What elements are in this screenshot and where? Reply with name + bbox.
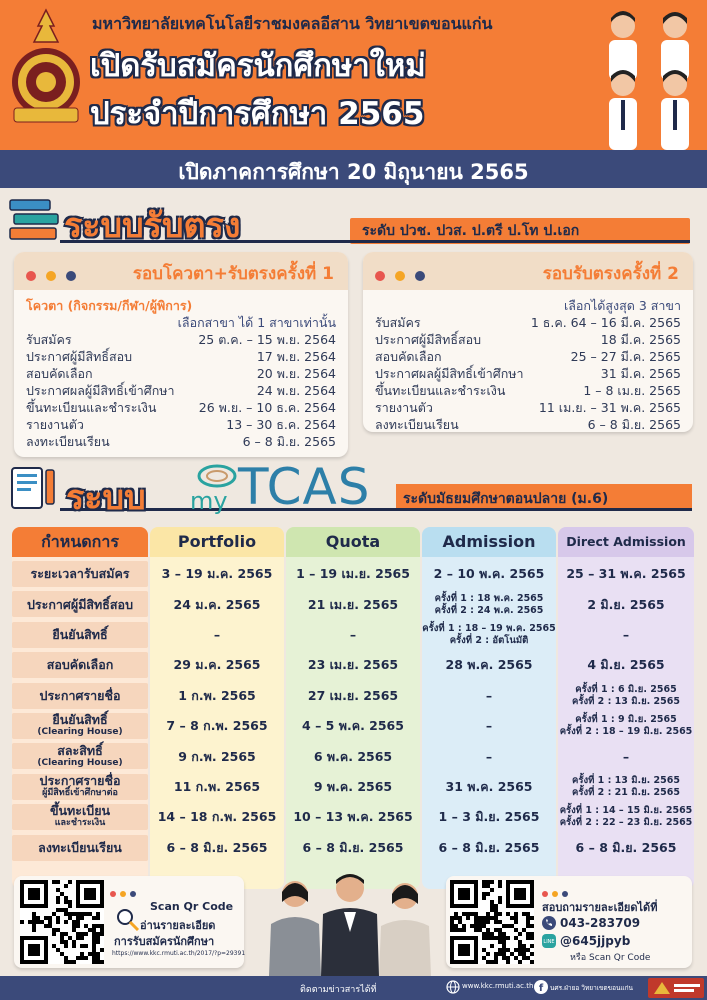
scan-info-box: [14, 876, 244, 968]
qr-code-icon[interactable]: [20, 880, 104, 964]
schedule-row-label: ขึ้นทะเบียนและชำระเงิน: [375, 383, 506, 398]
schedule-row-label: ประกาศผลผู้มีสิทธิ์เข้าศึกษา: [375, 366, 524, 381]
table-cell-text: 4 มิ.ย. 2565: [587, 657, 665, 673]
table-cell-text: ครั้งที่ 1 : 18 พ.ค. 2565: [434, 592, 544, 604]
table-cell-text: 29 ม.ค. 2565: [173, 657, 261, 673]
page-title-line1: เปิดรับสมัครนักศึกษาใหม่: [90, 48, 426, 84]
table-cell-text: –: [213, 626, 221, 642]
contact-title: สอบถามรายละเอียดได้ที่: [542, 901, 658, 914]
table-cell-text: ครั้งที่ 1 : 14 – 15 มิ.ย. 2565: [559, 805, 693, 817]
table-cell: [558, 681, 694, 711]
schedule-row: [26, 330, 336, 347]
dot-navy-icon: [562, 891, 568, 897]
schedule-row-value: 1 – 8 เม.ย. 2565: [583, 383, 681, 398]
table-cell-text: ครั้งที่ 2 : 21 มิ.ย. 2565: [571, 786, 680, 798]
mytcas-my-text: my: [190, 487, 228, 515]
table-cell-text: ครั้งที่ 2 : 18 – 19 มิ.ย. 2565: [559, 726, 693, 738]
schedule-row-value: 11 เม.ย. – 31 พ.ค. 2565: [538, 400, 681, 415]
round1-title: รอบโควตา+รับตรงครั้งที่ 1: [132, 264, 334, 284]
schedule-row-label: ลงทะเบียนเรียน: [26, 434, 110, 449]
table-cell-text: 1 ก.พ. 2565: [178, 687, 256, 703]
schedule-row: [26, 347, 336, 364]
table-cell: [558, 741, 694, 771]
table-cell-text: –: [485, 718, 493, 734]
table-cell: [558, 711, 694, 741]
svg-text:LINE: LINE: [543, 939, 555, 945]
table-row-label: [12, 711, 148, 741]
schedule-row: [375, 381, 681, 398]
table-header-admission: Admission: [422, 527, 556, 557]
table-cell-text: ครั้งที่ 1 : 6 มิ.ย. 2565: [575, 683, 677, 695]
table-cell-text: ครั้งที่ 2 : 24 พ.ค. 2565: [434, 604, 544, 616]
table-cell: [558, 833, 694, 863]
schedule-row: [26, 415, 336, 432]
table-header-quota: Quota: [286, 527, 420, 557]
schedule-row-value: 26 พ.ย. – 10 ธ.ค. 2564: [198, 400, 336, 415]
table-cell-text: –: [485, 748, 493, 764]
table-cell: [558, 650, 694, 680]
table-cell: [286, 650, 420, 680]
table-cell-text: 3 – 19 ม.ค. 2565: [161, 566, 273, 582]
round2-note: เลือกได้สูงสุด 3 สาขา: [563, 298, 681, 313]
qr-code-icon[interactable]: [450, 880, 534, 964]
round2-card-header: [363, 252, 693, 290]
table-cell-text: 9 พ.ค. 2565: [313, 778, 393, 794]
schedule-row-value: 1 ธ.ค. 64 – 16 มี.ค. 2565: [530, 315, 681, 330]
table-cell-text: –: [622, 748, 630, 764]
schedule-row: [375, 415, 681, 432]
tcas-level-text: ระดับมัธยมศึกษาตอนปลาย (ม.6): [403, 491, 609, 507]
table-cell: [286, 589, 420, 619]
row-label-main: สอบคัดเลือก: [46, 657, 114, 673]
table-cell-text: 6 – 8 มิ.ย. 2565: [166, 839, 268, 855]
table-cell: [150, 650, 284, 680]
university-logo-icon: [8, 8, 84, 130]
table-header-portfolio: Portfolio: [150, 527, 284, 557]
table-cell-text: ครั้งที่ 1 : 9 มิ.ย. 2565: [575, 714, 677, 726]
table-cell-text: 11 ก.พ. 2565: [173, 778, 261, 794]
dot-orange-icon: [395, 271, 405, 281]
schedule-row: [375, 313, 681, 330]
students-illustration-icon: [593, 4, 703, 150]
header-banner: [0, 0, 707, 150]
table-cell: [286, 681, 420, 711]
row-label-main: ยืนยันสิทธิ์: [52, 626, 108, 642]
table-cell: [422, 711, 556, 741]
schedule-row-label: ประกาศผลผู้มีสิทธิ์เข้าศึกษา: [26, 383, 175, 398]
row-label-sub: (Clearing House): [37, 757, 123, 768]
table-cell-text: 2 มิ.ย. 2565: [587, 596, 665, 612]
round1-card-header: [14, 252, 348, 290]
staff-illustration-icon: [255, 872, 445, 976]
globe-icon: [446, 980, 460, 994]
table-cell-text: 1 – 3 มิ.ย. 2565: [438, 809, 540, 825]
table-cell-text: 6 – 8 มิ.ย. 2565: [438, 839, 540, 855]
schedule-row-label: รายงานตัว: [375, 400, 433, 415]
table-cell: [558, 589, 694, 619]
contact-box: [446, 876, 692, 968]
table-header-schedule: กำหนดการ: [12, 527, 148, 557]
table-cell-text: ครั้งที่ 2 : 22 – 23 มิ.ย. 2565: [559, 817, 693, 829]
table-cell-text: ครั้งที่ 2 : 13 มิ.ย. 2565: [571, 695, 680, 707]
round2-title: รอบรับตรงครั้งที่ 2: [542, 264, 679, 284]
dot-red-icon: [375, 271, 385, 281]
magnifier-icon: [116, 908, 140, 932]
table-cell: [286, 741, 420, 771]
dot-red-icon: [110, 891, 116, 897]
follow-text: ติดตามข่าวสารได้ที่: [300, 985, 377, 995]
schedule-row-label: สอบคัดเลือก: [26, 366, 93, 381]
table-cell: [422, 681, 556, 711]
scan-title: Scan Qr Code: [150, 900, 234, 913]
table-row-label: [12, 741, 148, 771]
schedule-row: [375, 398, 681, 415]
mytcas-tcas-text: TCAS: [238, 458, 371, 516]
table-cell: [422, 650, 556, 680]
table-cell-text: 14 – 18 ก.พ. 2565: [157, 809, 277, 825]
row-label-main: ประกาศผู้มีสิทธิ์สอบ: [26, 596, 134, 612]
window-dots: [375, 266, 435, 285]
website-link[interactable]: www.kkc.rmuti.ac.th: [462, 982, 534, 990]
scan-line1: อ่านรายละเอียด: [140, 919, 216, 932]
schedule-row-value: 31 มี.ค. 2565: [600, 366, 681, 381]
table-header-direct-admission: Direct Admission: [558, 527, 694, 557]
row-label-main: ยืนยันสิทธิ์: [52, 712, 108, 728]
row-label-sub: (Clearing House): [37, 727, 123, 738]
table-cell: [422, 620, 556, 650]
table-cell-text: 6 – 8 มิ.ย. 2565: [575, 839, 677, 855]
table-cell: [286, 711, 420, 741]
facebook-link[interactable]: นศร.ฝ่ายอ วิทยาเขตขอนแก่น: [550, 984, 634, 992]
table-cell-text: –: [622, 626, 630, 642]
round1-card: [14, 252, 348, 457]
row-label-main: ระยะเวลารับสมัคร: [30, 566, 130, 582]
table-cell: [558, 559, 694, 589]
table-cell: [286, 833, 420, 863]
books-icon: [8, 198, 62, 242]
schedule-row-label: ขึ้นทะเบียนและชำระเงิน: [26, 400, 157, 415]
schedule-row-label: ประกาศผู้มีสิทธิ์สอบ: [26, 349, 133, 364]
schedule-row-value: 6 – 8 มิ.ย. 2565: [242, 434, 336, 449]
schedule-row-value: 17 พ.ย. 2564: [256, 349, 336, 364]
table-cell: [150, 772, 284, 802]
table-cell: [286, 802, 420, 832]
phone-number[interactable]: 043-283709: [560, 916, 641, 930]
row-label-sub: ผู้มีสิทธิ์เข้าศึกษาต่อ: [42, 787, 118, 798]
row-label-main: ขึ้นทะเบียน: [49, 803, 111, 819]
table-cell: [422, 802, 556, 832]
table-cell: [150, 711, 284, 741]
schedule-row: [26, 398, 336, 415]
schedule-row: [26, 364, 336, 381]
table-cell-text: 6 – 8 มิ.ย. 2565: [302, 839, 404, 855]
table-cell: [286, 559, 420, 589]
table-cell-text: 9 ก.พ. 2565: [178, 748, 256, 764]
schedule-row-label: ลงทะเบียนเรียน: [375, 417, 459, 432]
schedule-row-value: 25 – 27 มี.ค. 2565: [570, 349, 681, 364]
row-label-main: ประกาศรายชื่อ: [39, 772, 121, 788]
schedule-row: [375, 330, 681, 347]
schedule-row-label: รับสมัคร: [26, 332, 72, 347]
facebook-icon: [534, 980, 548, 994]
table-cell-text: 7 – 8 ก.พ. 2565: [166, 718, 268, 734]
table-cell-text: 1 – 19 เม.ย. 2565: [296, 566, 410, 582]
dot-orange-icon: [552, 891, 558, 897]
table-cell-text: ครั้งที่ 1 : 18 – 19 พ.ค. 2565: [422, 622, 556, 634]
line-app-icon: [542, 934, 556, 948]
table-row-label: [12, 620, 148, 650]
table-cell: [150, 802, 284, 832]
mytcas-logo-icon: [196, 462, 238, 490]
schedule-row-value: 20 พ.ย. 2564: [256, 366, 336, 381]
table-cell-text: 23 เม.ย. 2565: [307, 657, 399, 673]
table-cell: [150, 741, 284, 771]
table-cell-text: 6 พ.ค. 2565: [313, 748, 393, 764]
schedule-row-label: สอบคัดเลือก: [375, 349, 442, 364]
schedule-row-value: 24 พ.ย. 2564: [256, 383, 336, 398]
row-label-sub: และชำระเงิน: [54, 818, 106, 829]
table-cell: [286, 772, 420, 802]
table-cell: [150, 833, 284, 863]
dot-navy-icon: [130, 891, 136, 897]
window-dots: [110, 882, 140, 901]
semester-start-bar: [0, 150, 707, 188]
line-note: หรือ Scan Qr Code: [570, 953, 651, 963]
schedule-row-label: ประกาศผู้มีสิทธิ์สอบ: [375, 332, 482, 347]
table-row-label: [12, 589, 148, 619]
schedule-row-value: 25 ต.ค. – 15 พ.ย. 2564: [198, 332, 336, 347]
dot-navy-icon: [66, 271, 76, 281]
table-cell-text: 10 – 13 พ.ค. 2565: [293, 809, 413, 825]
footer-bar: [0, 976, 707, 1000]
campus-logo-icon: [648, 978, 704, 998]
phone-icon: [542, 916, 556, 930]
schedule-row: [375, 347, 681, 364]
direct-section-title: ระบบรับตรง: [64, 206, 241, 246]
row-label-main: ลงทะเบียนเรียน: [38, 839, 122, 855]
row-label-main: สละสิทธิ์: [57, 742, 103, 758]
schedule-row-label: รับสมัคร: [375, 315, 421, 330]
table-cell: [150, 620, 284, 650]
line-id[interactable]: @645jjpyb: [560, 934, 631, 948]
row-label-main: ประกาศรายชื่อ: [39, 687, 121, 703]
schedule-row-value: 6 – 8 มิ.ย. 2565: [587, 417, 681, 432]
table-cell: [422, 833, 556, 863]
page-title-line2: ประจำปีการศึกษา 2565: [90, 96, 425, 132]
table-cell: [558, 620, 694, 650]
dot-orange-icon: [46, 271, 56, 281]
table-cell: [558, 772, 694, 802]
table-cell-text: 28 พ.ค. 2565: [445, 657, 533, 673]
table-row-label: [12, 681, 148, 711]
table-cell-text: ครั้งที่ 2 : อัตโนมัติ: [449, 634, 529, 646]
scan-line2: การรับสมัครนักศึกษา: [114, 935, 215, 948]
table-cell: [422, 559, 556, 589]
table-row-label: [12, 559, 148, 589]
semester-start-text: เปิดภาคการศึกษา 20 มิถุนายน 2565: [178, 160, 529, 184]
table-cell-text: 25 – 31 พ.ค. 2565: [566, 566, 686, 582]
tcas-section-title: ระบบ: [66, 478, 146, 518]
quota-label: โควตา (กิจกรรม/กีฬา/ผู้พิการ): [26, 298, 193, 313]
table-cell: [558, 802, 694, 832]
dot-red-icon: [542, 891, 548, 897]
schedule-row-value: 13 – 30 ธ.ค. 2564: [226, 417, 336, 432]
table-row-label: [12, 802, 148, 832]
table-cell-text: 31 พ.ค. 2565: [445, 778, 533, 794]
table-cell: [286, 620, 420, 650]
document-icon: [8, 466, 62, 512]
schedule-row: [375, 364, 681, 381]
scan-url[interactable]: https://www.kkc.rmuti.ac.th/2017/?p=29391: [112, 950, 246, 957]
table-cell-text: –: [485, 687, 493, 703]
svg-text:f: f: [538, 983, 544, 994]
levels-text: ระดับ ปวช. ปวส. ป.ตรี ป.โท ป.เอก: [362, 223, 580, 239]
round2-card: [363, 252, 693, 432]
university-name: มหาวิทยาลัยเทคโนโลยีราชมงคลอีสาน วิทยาเขตขอนแก่น: [92, 14, 493, 33]
schedule-row: [26, 381, 336, 398]
table-row-label: [12, 833, 148, 863]
table-cell-text: 24 ม.ค. 2565: [173, 596, 261, 612]
table-cell-text: 21 เม.ย. 2565: [307, 596, 399, 612]
table-row-label: [12, 650, 148, 680]
table-cell: [150, 589, 284, 619]
round1-note: เลือกสาขา ได้ 1 สาขาเท่านั้น: [177, 315, 336, 330]
schedule-row-value: 18 มี.ค. 2565: [600, 332, 681, 347]
table-cell-text: 2 – 10 พ.ค. 2565: [433, 566, 545, 582]
table-cell: [422, 741, 556, 771]
window-dots: [26, 266, 86, 285]
table-cell-text: –: [349, 626, 357, 642]
table-cell-text: 27 เม.ย. 2565: [307, 687, 399, 703]
table-cell: [150, 681, 284, 711]
schedule-row: [26, 432, 336, 449]
table-row-label: [12, 772, 148, 802]
table-cell-text: 4 – 5 พ.ค. 2565: [302, 718, 404, 734]
dot-orange-icon: [120, 891, 126, 897]
table-cell: [422, 772, 556, 802]
table-cell: [150, 559, 284, 589]
table-cell-text: ครั้งที่ 1 : 13 มิ.ย. 2565: [571, 774, 680, 786]
table-cell: [422, 589, 556, 619]
dot-red-icon: [26, 271, 36, 281]
dot-navy-icon: [415, 271, 425, 281]
schedule-row-label: รายงานตัว: [26, 417, 84, 432]
